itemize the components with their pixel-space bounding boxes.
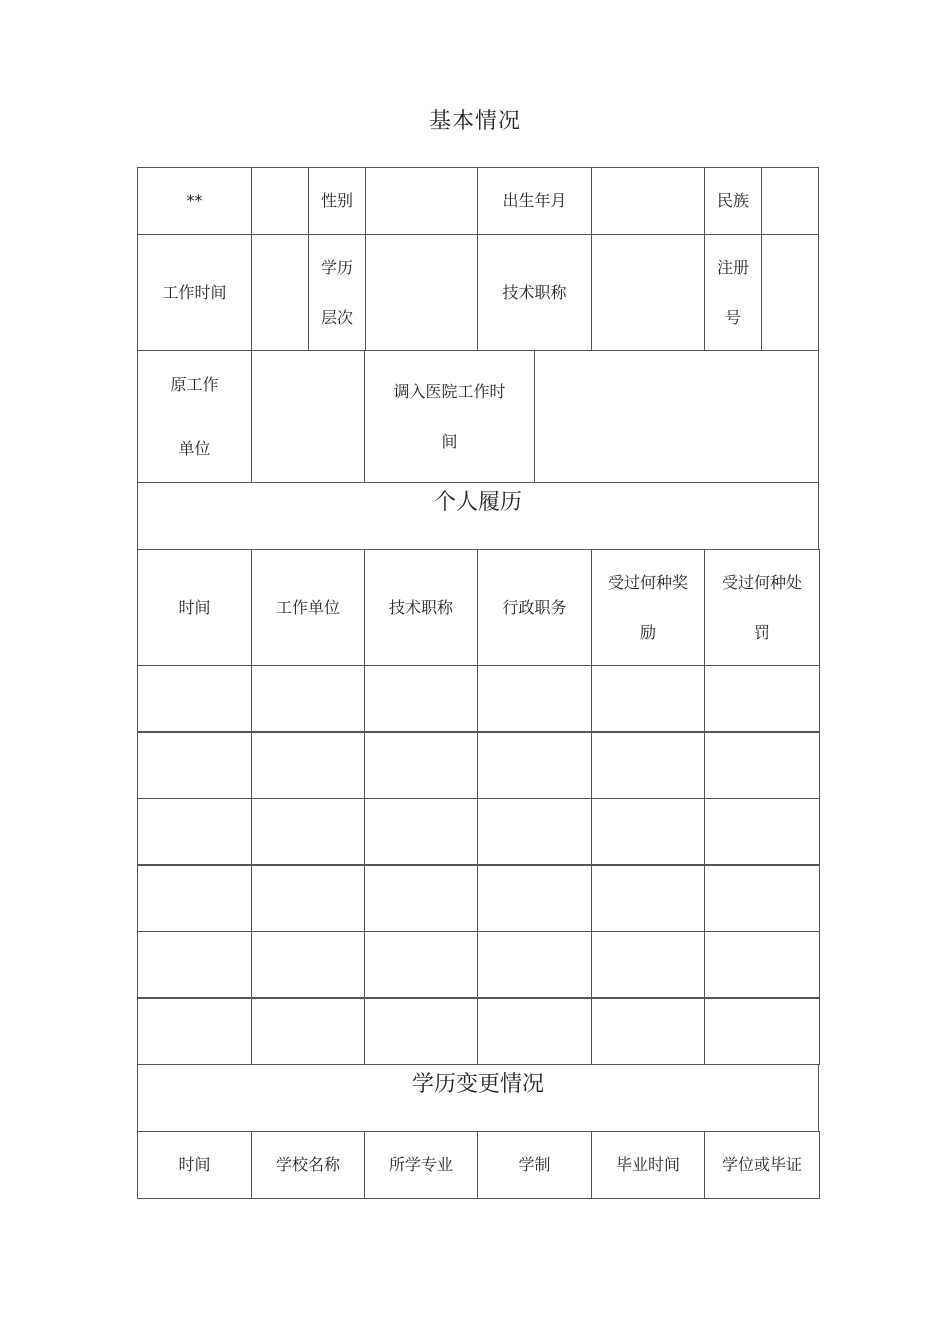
resume-header-cell: 技术职称 <box>364 549 478 666</box>
ethnicity-field[interactable] <box>761 167 819 235</box>
resume-table-cell[interactable] <box>251 865 365 932</box>
education-header-cell: 学校名称 <box>251 1131 365 1199</box>
resume-table-cell[interactable] <box>591 931 705 998</box>
resume-table-cell[interactable] <box>704 931 820 998</box>
resume-table-cell[interactable] <box>137 798 252 865</box>
resume-table-cell[interactable] <box>364 998 478 1065</box>
resume-table-cell[interactable] <box>137 865 252 932</box>
resume-table-cell[interactable] <box>364 931 478 998</box>
resume-table-cell[interactable] <box>477 798 592 865</box>
ethnicity-label: 民族 <box>704 167 762 235</box>
resume-table-cell[interactable] <box>704 865 820 932</box>
resume-table-cell[interactable] <box>251 732 365 799</box>
education-change-section-title: 学历变更情况 <box>137 1064 819 1132</box>
resume-table-cell[interactable] <box>591 732 705 799</box>
resume-table-cell[interactable] <box>364 865 478 932</box>
registration-field[interactable] <box>761 234 819 351</box>
resume-table-cell[interactable] <box>704 998 820 1065</box>
resume-table-cell[interactable] <box>704 732 820 799</box>
resume-table-cell[interactable] <box>137 931 252 998</box>
resume-header-cell: 行政职务 <box>477 549 592 666</box>
resume-table-cell[interactable] <box>137 665 252 732</box>
resume-table-cell[interactable] <box>364 732 478 799</box>
resume-table-cell[interactable] <box>364 798 478 865</box>
resume-table-cell[interactable] <box>137 998 252 1065</box>
resume-table-cell[interactable] <box>251 798 365 865</box>
name-label: ** <box>137 167 252 235</box>
resume-section-title: 个人履历 <box>137 482 819 550</box>
resume-table-cell[interactable] <box>704 665 820 732</box>
work-time-label: 工作时间 <box>137 234 252 351</box>
education-header-cell: 时间 <box>137 1131 252 1199</box>
resume-table-cell[interactable] <box>477 865 592 932</box>
resume-table-cell[interactable] <box>477 732 592 799</box>
resume-table-cell[interactable] <box>477 998 592 1065</box>
resume-table-cell[interactable] <box>591 998 705 1065</box>
work-time-field[interactable] <box>251 234 309 351</box>
resume-table-cell[interactable] <box>364 665 478 732</box>
education-header-cell: 学位或毕证 <box>704 1131 820 1199</box>
tech-title-label: 技术职称 <box>477 234 592 351</box>
resume-table-cell[interactable] <box>251 931 365 998</box>
transfer-time-field[interactable] <box>534 350 819 483</box>
gender-label: 性别 <box>308 167 366 235</box>
transfer-time-label: 调入医院工作时 间 <box>364 350 535 483</box>
education-header-cell: 所学专业 <box>364 1131 478 1199</box>
name-field[interactable] <box>251 167 309 235</box>
birth-date-field[interactable] <box>591 167 705 235</box>
resume-header-cell: 受过何种奖 励 <box>591 549 705 666</box>
resume-table-cell[interactable] <box>591 798 705 865</box>
registration-label: 注册 号 <box>704 234 762 351</box>
resume-table-cell[interactable] <box>704 798 820 865</box>
resume-table-cell[interactable] <box>137 732 252 799</box>
birth-date-label: 出生年月 <box>477 167 592 235</box>
education-level-field[interactable] <box>365 234 478 351</box>
education-header-cell: 毕业时间 <box>591 1131 705 1199</box>
resume-header-cell: 受过何种处 罚 <box>704 549 820 666</box>
resume-table-cell[interactable] <box>591 665 705 732</box>
page-title: 基本情况 <box>428 109 521 134</box>
resume-table-cell[interactable] <box>251 665 365 732</box>
resume-header-cell: 工作单位 <box>251 549 365 666</box>
resume-table-cell[interactable] <box>477 665 592 732</box>
former-unit-label: 原工作 单位 <box>137 350 252 483</box>
tech-title-field[interactable] <box>591 234 705 351</box>
resume-table-cell[interactable] <box>591 865 705 932</box>
former-unit-field[interactable] <box>251 350 365 483</box>
resume-header-cell: 时间 <box>137 549 252 666</box>
resume-table-cell[interactable] <box>477 931 592 998</box>
education-level-label: 学历 层次 <box>308 234 366 351</box>
resume-table-cell[interactable] <box>251 998 365 1065</box>
education-header-cell: 学制 <box>477 1131 592 1199</box>
gender-field[interactable] <box>365 167 478 235</box>
